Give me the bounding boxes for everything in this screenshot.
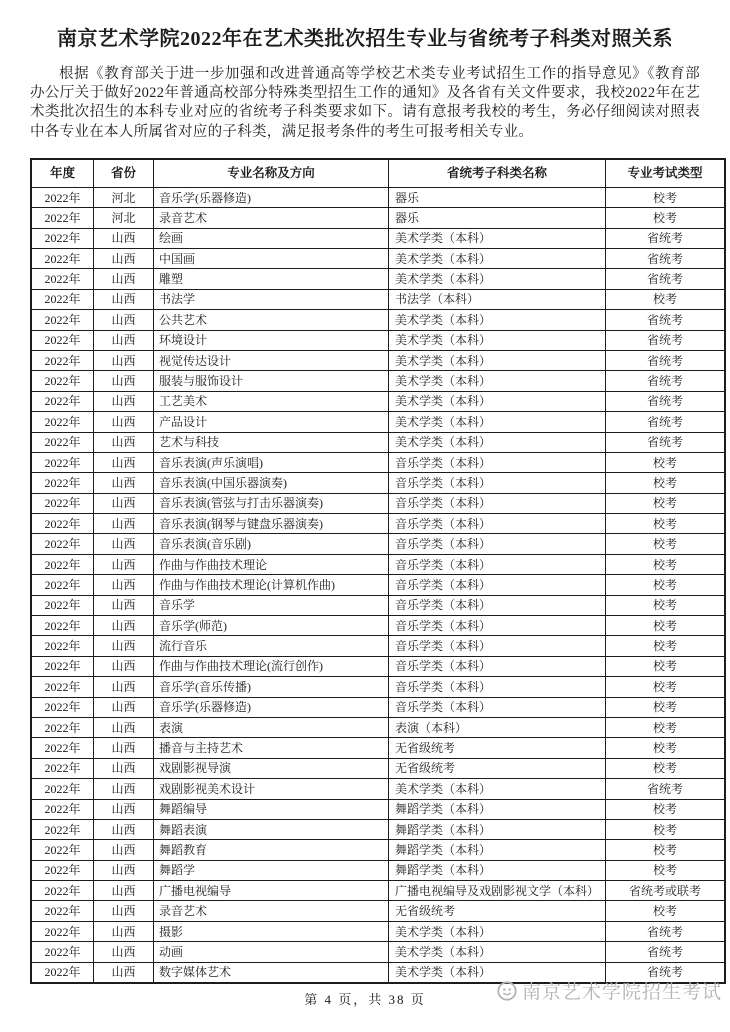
- table-cell: 山西: [94, 371, 154, 391]
- table-cell: 美术学类（本科）: [389, 310, 606, 330]
- table-cell: 音乐学: [154, 595, 389, 615]
- table-cell: 校考: [606, 656, 726, 676]
- table-cell: 作曲与作曲技术理论: [154, 554, 389, 574]
- table-cell: 山西: [94, 391, 154, 411]
- table-cell: 舞蹈表演: [154, 819, 389, 839]
- table-cell: 2022年: [31, 901, 94, 921]
- table-cell: 校考: [606, 616, 726, 636]
- table-cell: 2022年: [31, 473, 94, 493]
- table-cell: 2022年: [31, 493, 94, 513]
- table-cell: 校考: [606, 534, 726, 554]
- table-cell: 2022年: [31, 554, 94, 574]
- table-cell: 美术学类（本科）: [389, 371, 606, 391]
- table-cell: 2022年: [31, 656, 94, 676]
- table-cell: 音乐学(音乐传播): [154, 677, 389, 697]
- table-cell: 山西: [94, 473, 154, 493]
- table-cell: 2022年: [31, 310, 94, 330]
- table-row: [31, 248, 725, 268]
- table-row: [31, 962, 725, 983]
- table-row: [31, 493, 725, 513]
- intro-paragraph: 根据《教育部关于进一步加强和改进普通高等学校艺术类专业考试招生工作的指导意见》《教育部办公厅关于做好2022年普通高校部分特殊类型招生工作的通知》及各省有关文件要求，我校2022年在艺术类批次招生的本科专业对应的省统考子科类要求如下。请有意报考我校的考生，务必仔细阅读对照表中各专业在本人所属省对应的子科类，满足报考条件的考生可报考相关专业。: [30, 66, 700, 140]
- table-cell: 音乐表演(声乐演唱): [154, 452, 389, 472]
- table-cell: 作曲与作曲技术理论(计算机作曲): [154, 575, 389, 595]
- table-cell: 美术学类（本科）: [389, 432, 606, 452]
- table-cell: 戏剧影视导演: [154, 758, 389, 778]
- table-cell: 2022年: [31, 738, 94, 758]
- table-cell: 2022年: [31, 860, 94, 880]
- table-cell: 校考: [606, 493, 726, 513]
- table-cell: 山西: [94, 432, 154, 452]
- table-cell: 2022年: [31, 881, 94, 901]
- table-cell: 2022年: [31, 717, 94, 737]
- table-cell: 2022年: [31, 330, 94, 350]
- table-cell: 服装与服饰设计: [154, 371, 389, 391]
- table-cell: 2022年: [31, 452, 94, 472]
- table-cell: 作曲与作曲技术理论(流行创作): [154, 656, 389, 676]
- table-row: [31, 738, 725, 758]
- table-cell: 山西: [94, 514, 154, 534]
- table-cell: 校考: [606, 738, 726, 758]
- table-cell: 书法学: [154, 289, 389, 309]
- table-cell: 2022年: [31, 514, 94, 534]
- table-header-row: [31, 159, 725, 188]
- table-cell: 省统考: [606, 942, 726, 962]
- table-cell: 省统考: [606, 962, 726, 983]
- table-cell: 无省级统考: [389, 738, 606, 758]
- table-cell: 2022年: [31, 799, 94, 819]
- table-cell: 校考: [606, 860, 726, 880]
- table-cell: 省统考: [606, 391, 726, 411]
- table-cell: 舞蹈学类（本科）: [389, 860, 606, 880]
- table-cell: 2022年: [31, 350, 94, 370]
- table-cell: 2022年: [31, 962, 94, 983]
- table-row: [31, 554, 725, 574]
- table-cell: 2022年: [31, 819, 94, 839]
- table-row: [31, 697, 725, 717]
- table-cell: 录音艺术: [154, 901, 389, 921]
- table-cell: 2022年: [31, 391, 94, 411]
- subject-compare-table: [30, 158, 726, 984]
- table-cell: 公共艺术: [154, 310, 389, 330]
- table-cell: 校考: [606, 473, 726, 493]
- table-cell: 美术学类（本科）: [389, 391, 606, 411]
- table-cell: 视觉传达设计: [154, 350, 389, 370]
- table-cell: 山西: [94, 881, 154, 901]
- table-cell: 2022年: [31, 289, 94, 309]
- page-number: 第 4 页，共 38 页: [304, 992, 426, 1008]
- table-cell: 音乐学类（本科）: [389, 636, 606, 656]
- table-cell: 环境设计: [154, 330, 389, 350]
- table-cell: 2022年: [31, 779, 94, 799]
- table-cell: 山西: [94, 269, 154, 289]
- table-row: [31, 534, 725, 554]
- table-row: [31, 942, 725, 962]
- table-cell: 山西: [94, 350, 154, 370]
- table-cell: 校考: [606, 758, 726, 778]
- table-cell: 省统考: [606, 310, 726, 330]
- table-cell: 省统考: [606, 779, 726, 799]
- table-cell: 流行音乐: [154, 636, 389, 656]
- table-cell: 音乐学类（本科）: [389, 595, 606, 615]
- table-cell: 河北: [94, 208, 154, 228]
- table-cell: 音乐学类（本科）: [389, 493, 606, 513]
- table-cell: 表演: [154, 717, 389, 737]
- table-row: [31, 636, 725, 656]
- table-cell: 校考: [606, 636, 726, 656]
- table-row: [31, 840, 725, 860]
- table-cell: 2022年: [31, 697, 94, 717]
- table-cell: 山西: [94, 289, 154, 309]
- table-cell: 山西: [94, 819, 154, 839]
- table-cell: 校考: [606, 717, 726, 737]
- table-row: [31, 350, 725, 370]
- table-cell: 省统考: [606, 228, 726, 248]
- table-cell: 数字媒体艺术: [154, 962, 389, 983]
- table-cell: 美术学类（本科）: [389, 269, 606, 289]
- table-row: [31, 452, 725, 472]
- table-row: [31, 310, 725, 330]
- table-cell: 音乐学(乐器修造): [154, 187, 389, 207]
- table-cell: 音乐学类（本科）: [389, 473, 606, 493]
- table-cell: 山西: [94, 779, 154, 799]
- table-cell: 山西: [94, 738, 154, 758]
- table-cell: 山西: [94, 248, 154, 268]
- table-row: [31, 779, 725, 799]
- table-cell: 2022年: [31, 595, 94, 615]
- table-row: [31, 656, 725, 676]
- table-cell: 绘画: [154, 228, 389, 248]
- column-header: 省份: [94, 159, 154, 188]
- table-cell: 舞蹈学类（本科）: [389, 799, 606, 819]
- table-cell: 校考: [606, 575, 726, 595]
- table-cell: 音乐表演(管弦与打击乐器演奏): [154, 493, 389, 513]
- table-cell: 山西: [94, 962, 154, 983]
- table-cell: 校考: [606, 595, 726, 615]
- table-header: [31, 159, 725, 188]
- table-cell: 校考: [606, 514, 726, 534]
- table-cell: 校考: [606, 289, 726, 309]
- table-cell: 2022年: [31, 228, 94, 248]
- table-cell: 校考: [606, 208, 726, 228]
- table-cell: 2022年: [31, 371, 94, 391]
- table-row: [31, 819, 725, 839]
- table-cell: 音乐学类（本科）: [389, 554, 606, 574]
- table-cell: 校考: [606, 187, 726, 207]
- table-cell: 2022年: [31, 248, 94, 268]
- table-row: [31, 717, 725, 737]
- table-cell: 摄影: [154, 921, 389, 941]
- table-row: [31, 473, 725, 493]
- table-cell: 2022年: [31, 269, 94, 289]
- table-row: [31, 289, 725, 309]
- column-header: 年度: [31, 159, 94, 188]
- table-row: [31, 371, 725, 391]
- page-title: 南京艺术学院2022年在艺术类批次招生专业与省统考子科类对照关系: [57, 28, 673, 50]
- table-row: [31, 799, 725, 819]
- table-cell: 舞蹈学类（本科）: [389, 840, 606, 860]
- table-row: [31, 758, 725, 778]
- table-cell: 音乐学(师范): [154, 616, 389, 636]
- table-cell: 2022年: [31, 187, 94, 207]
- table-cell: 省统考或联考: [606, 881, 726, 901]
- table-cell: 山西: [94, 534, 154, 554]
- table-cell: 音乐表演(钢琴与键盘乐器演奏): [154, 514, 389, 534]
- table-row: [31, 269, 725, 289]
- table-cell: 器乐: [389, 187, 606, 207]
- table-cell: 音乐学类（本科）: [389, 575, 606, 595]
- table-cell: 器乐: [389, 208, 606, 228]
- table-cell: 省统考: [606, 921, 726, 941]
- table-cell: 音乐表演(音乐剧): [154, 534, 389, 554]
- table-cell: 校考: [606, 840, 726, 860]
- table-row: [31, 860, 725, 880]
- table-cell: 山西: [94, 799, 154, 819]
- table-cell: 2022年: [31, 921, 94, 941]
- table-cell: 山西: [94, 758, 154, 778]
- table-cell: 音乐学类（本科）: [389, 656, 606, 676]
- table-row: [31, 575, 725, 595]
- table-cell: 省统考: [606, 269, 726, 289]
- table-cell: 山西: [94, 310, 154, 330]
- table-row: [31, 677, 725, 697]
- table-cell: 2022年: [31, 840, 94, 860]
- table-row: [31, 514, 725, 534]
- table-cell: 艺术与科技: [154, 432, 389, 452]
- table-cell: 雕塑: [154, 269, 389, 289]
- table-cell: 山西: [94, 616, 154, 636]
- table-cell: 山西: [94, 942, 154, 962]
- table-cell: 山西: [94, 677, 154, 697]
- table-cell: 2022年: [31, 636, 94, 656]
- table-cell: 书法学（本科）: [389, 289, 606, 309]
- table-cell: 音乐表演(中国乐器演奏): [154, 473, 389, 493]
- table-cell: 戏剧影视美术设计: [154, 779, 389, 799]
- table-cell: 美术学类（本科）: [389, 921, 606, 941]
- table-cell: 音乐学(乐器修造): [154, 697, 389, 717]
- table-cell: 山西: [94, 575, 154, 595]
- table-cell: 产品设计: [154, 412, 389, 432]
- table-row: [31, 901, 725, 921]
- table-cell: 山西: [94, 595, 154, 615]
- table-row: [31, 330, 725, 350]
- table-cell: 省统考: [606, 248, 726, 268]
- table-cell: 山西: [94, 330, 154, 350]
- table-cell: 音乐学类（本科）: [389, 514, 606, 534]
- table-cell: 山西: [94, 452, 154, 472]
- table-row: [31, 881, 725, 901]
- table-cell: 广播电视编导及戏剧影视文学（本科）: [389, 881, 606, 901]
- table-cell: 音乐学类（本科）: [389, 616, 606, 636]
- table-cell: 播音与主持艺术: [154, 738, 389, 758]
- column-header: 专业考试类型: [606, 159, 726, 188]
- table-cell: 无省级统考: [389, 901, 606, 921]
- table-row: [31, 616, 725, 636]
- column-header: 省统考子科类名称: [389, 159, 606, 188]
- table-cell: 美术学类（本科）: [389, 330, 606, 350]
- table-row: [31, 595, 725, 615]
- column-header: 专业名称及方向: [154, 159, 389, 188]
- table-row: [31, 921, 725, 941]
- watermark-text: 南京艺术学院招生考试: [521, 982, 722, 1003]
- table-cell: 校考: [606, 677, 726, 697]
- table-cell: 音乐学类（本科）: [389, 677, 606, 697]
- table-cell: 校考: [606, 799, 726, 819]
- table-cell: 美术学类（本科）: [389, 412, 606, 432]
- table-cell: 2022年: [31, 412, 94, 432]
- table-cell: 无省级统考: [389, 758, 606, 778]
- table-cell: 美术学类（本科）: [389, 779, 606, 799]
- table-cell: 舞蹈编导: [154, 799, 389, 819]
- table-cell: 山西: [94, 921, 154, 941]
- table-cell: 山西: [94, 554, 154, 574]
- table-cell: 校考: [606, 819, 726, 839]
- table-cell: 舞蹈学: [154, 860, 389, 880]
- table-cell: 美术学类（本科）: [389, 962, 606, 983]
- table-row: [31, 432, 725, 452]
- table-cell: 美术学类（本科）: [389, 248, 606, 268]
- table-cell: 校考: [606, 554, 726, 574]
- table-cell: 山西: [94, 493, 154, 513]
- table-cell: 音乐学类（本科）: [389, 697, 606, 717]
- table-cell: 中国画: [154, 248, 389, 268]
- table-cell: 录音艺术: [154, 208, 389, 228]
- table-cell: 省统考: [606, 412, 726, 432]
- table-cell: 舞蹈教育: [154, 840, 389, 860]
- table-cell: 美术学类（本科）: [389, 228, 606, 248]
- table-row: [31, 391, 725, 411]
- table-cell: 美术学类（本科）: [389, 942, 606, 962]
- table-cell: 2022年: [31, 575, 94, 595]
- table-cell: 省统考: [606, 432, 726, 452]
- table-body: [31, 187, 725, 983]
- table-cell: 舞蹈学类（本科）: [389, 819, 606, 839]
- table-cell: 2022年: [31, 616, 94, 636]
- table-cell: 美术学类（本科）: [389, 350, 606, 370]
- table-row: [31, 412, 725, 432]
- table-cell: 2022年: [31, 432, 94, 452]
- table-cell: 山西: [94, 228, 154, 248]
- table-cell: 省统考: [606, 371, 726, 391]
- table-cell: 省统考: [606, 350, 726, 370]
- table-cell: 河北: [94, 187, 154, 207]
- table-cell: 音乐学类（本科）: [389, 452, 606, 472]
- table-cell: 山西: [94, 901, 154, 921]
- table-cell: 2022年: [31, 534, 94, 554]
- table-cell: 广播电视编导: [154, 881, 389, 901]
- table-cell: 省统考: [606, 330, 726, 350]
- table-cell: 校考: [606, 697, 726, 717]
- table-cell: 音乐学类（本科）: [389, 534, 606, 554]
- table-cell: 动画: [154, 942, 389, 962]
- table-cell: 2022年: [31, 677, 94, 697]
- table-cell: 校考: [606, 901, 726, 921]
- table-cell: 山西: [94, 412, 154, 432]
- table-cell: 山西: [94, 860, 154, 880]
- table-cell: 山西: [94, 697, 154, 717]
- table-row: [31, 208, 725, 228]
- table-cell: 2022年: [31, 758, 94, 778]
- table-cell: 校考: [606, 452, 726, 472]
- table-row: [31, 228, 725, 248]
- table-row: [31, 187, 725, 207]
- table-cell: 表演（本科）: [389, 717, 606, 737]
- table-cell: 2022年: [31, 942, 94, 962]
- table-cell: 山西: [94, 656, 154, 676]
- table-cell: 山西: [94, 636, 154, 656]
- table-cell: 山西: [94, 717, 154, 737]
- table-cell: 2022年: [31, 208, 94, 228]
- table-cell: 山西: [94, 840, 154, 860]
- table-cell: 工艺美术: [154, 391, 389, 411]
